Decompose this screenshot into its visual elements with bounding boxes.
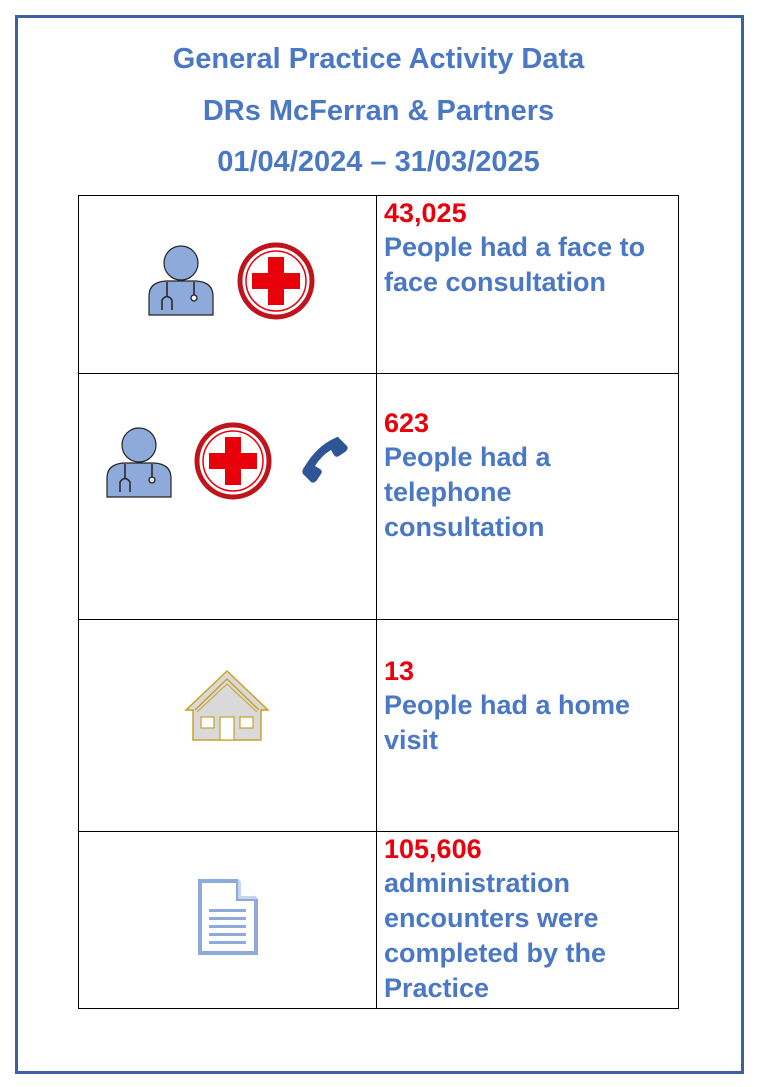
reporting-period: 01/04/2024 – 31/03/2025 bbox=[217, 146, 540, 178]
stat-cell bbox=[377, 196, 679, 374]
icon-cell bbox=[79, 374, 377, 620]
activity-table bbox=[78, 195, 679, 1009]
table-row bbox=[79, 196, 679, 374]
medical-cross-icon bbox=[193, 421, 273, 501]
stat-cell bbox=[377, 620, 679, 832]
stat-count: 13 bbox=[384, 656, 415, 686]
icon-cell bbox=[79, 832, 377, 1009]
telephone-icon bbox=[299, 434, 351, 486]
practice-name: DRs McFerran & Partners bbox=[202, 95, 555, 127]
stat-count: 623 bbox=[384, 408, 430, 438]
table-row bbox=[79, 620, 679, 832]
stat-count: 105,606 bbox=[384, 834, 482, 864]
stat-description: People had a telephone consultation bbox=[384, 442, 551, 542]
stat-count: 43,025 bbox=[384, 198, 467, 228]
table-row bbox=[79, 374, 679, 620]
stat-cell bbox=[377, 832, 679, 1009]
doctor-icon bbox=[146, 244, 216, 316]
medical-cross-icon bbox=[236, 241, 316, 321]
document-icon bbox=[196, 877, 260, 957]
icon-cell bbox=[79, 620, 377, 832]
doctor-icon bbox=[104, 426, 174, 498]
stat-description: People had a home visit bbox=[384, 690, 631, 755]
stat-description: administration encounters were completed by the Practice bbox=[384, 868, 607, 1003]
icon-cell bbox=[79, 196, 377, 374]
table-row bbox=[79, 832, 679, 1009]
house-icon bbox=[183, 668, 271, 744]
stat-cell bbox=[377, 374, 679, 620]
page-title: General Practice Activity Data bbox=[172, 43, 585, 75]
stat-description: People had a face to face consultation bbox=[384, 232, 646, 297]
